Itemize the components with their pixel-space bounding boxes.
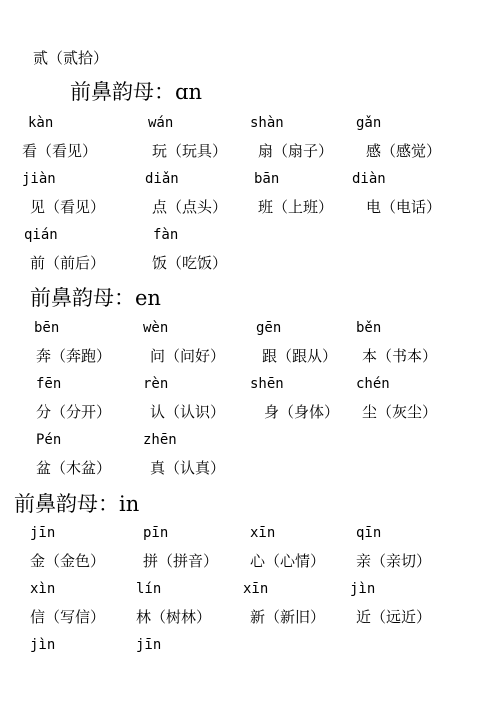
pinyin: diǎn <box>145 171 179 187</box>
pinyin: xīn <box>243 581 269 597</box>
pinyin: xīn <box>250 525 276 541</box>
section-heading-en: 前鼻韵母：en <box>30 286 161 310</box>
page-number-label: 贰（贰拾） <box>33 49 109 67</box>
word-entry: 金（金色） <box>30 552 106 570</box>
word-entry: 感（感觉） <box>366 142 442 160</box>
pinyin: jīn <box>136 637 162 653</box>
pinyin: qīn <box>356 525 382 541</box>
word-entry: 分（分开） <box>36 403 112 421</box>
word-entry: 扇（扇子） <box>258 142 334 160</box>
pinyin: fēn <box>36 376 62 392</box>
word-entry: 近（远近） <box>356 608 432 626</box>
word-entry: 班（上班） <box>258 198 334 216</box>
pinyin: gēn <box>256 320 282 336</box>
pinyin: wèn <box>143 320 169 336</box>
pinyin: pīn <box>143 525 169 541</box>
word-entry: 信（写信） <box>30 608 106 626</box>
pinyin: shàn <box>250 115 284 131</box>
word-entry: 本（书本） <box>362 347 438 365</box>
pinyin: bēn <box>34 320 60 336</box>
pinyin: jìn <box>350 581 376 597</box>
pinyin: shēn <box>250 376 284 392</box>
word-entry: 拼（拼音） <box>143 552 219 570</box>
word-entry: 饭（吃饭） <box>152 254 228 272</box>
word-entry: 新（新旧） <box>250 608 326 626</box>
pinyin: bān <box>254 171 280 187</box>
section-heading-in: 前鼻韵母：in <box>14 492 140 516</box>
word-entry: 林（树林） <box>136 608 212 626</box>
word-entry: 玩（玩具） <box>152 142 228 160</box>
section-heading-an: 前鼻韵母：ɑn <box>70 80 202 104</box>
pinyin: jīn <box>30 525 56 541</box>
word-entry: 电（电话） <box>366 198 442 216</box>
pinyin: gǎn <box>356 115 382 131</box>
pinyin: jiàn <box>22 171 56 187</box>
word-entry: 问（问好） <box>150 347 226 365</box>
word-entry: 前（前后） <box>30 254 106 272</box>
pinyin: lín <box>136 581 162 597</box>
word-entry: 心（心情） <box>250 552 326 570</box>
pinyin: qián <box>24 227 58 243</box>
word-entry: 盆（木盆） <box>36 459 112 477</box>
word-entry: 身（身体） <box>264 403 340 421</box>
pinyin: chén <box>356 376 390 392</box>
word-entry: 亲（亲切） <box>356 552 432 570</box>
pinyin: kàn <box>28 115 54 131</box>
pinyin: Pén <box>36 432 62 448</box>
word-entry: 尘（灰尘） <box>362 403 438 421</box>
pinyin: diàn <box>352 171 386 187</box>
word-entry: 看（看见） <box>22 142 98 160</box>
pinyin: wán <box>148 115 174 131</box>
word-entry: 点（点头） <box>152 198 228 216</box>
pinyin: jìn <box>30 637 56 653</box>
pinyin: fàn <box>153 227 179 243</box>
word-entry: 奔（奔跑） <box>36 347 112 365</box>
word-entry: 认（认识） <box>150 403 226 421</box>
pinyin: běn <box>356 320 382 336</box>
word-entry: 真（认真） <box>150 459 226 477</box>
word-entry: 跟（跟从） <box>262 347 338 365</box>
pinyin: xìn <box>30 581 56 597</box>
pinyin: rèn <box>143 376 169 392</box>
word-entry: 见（看见） <box>30 198 106 216</box>
pinyin: zhēn <box>143 432 177 448</box>
